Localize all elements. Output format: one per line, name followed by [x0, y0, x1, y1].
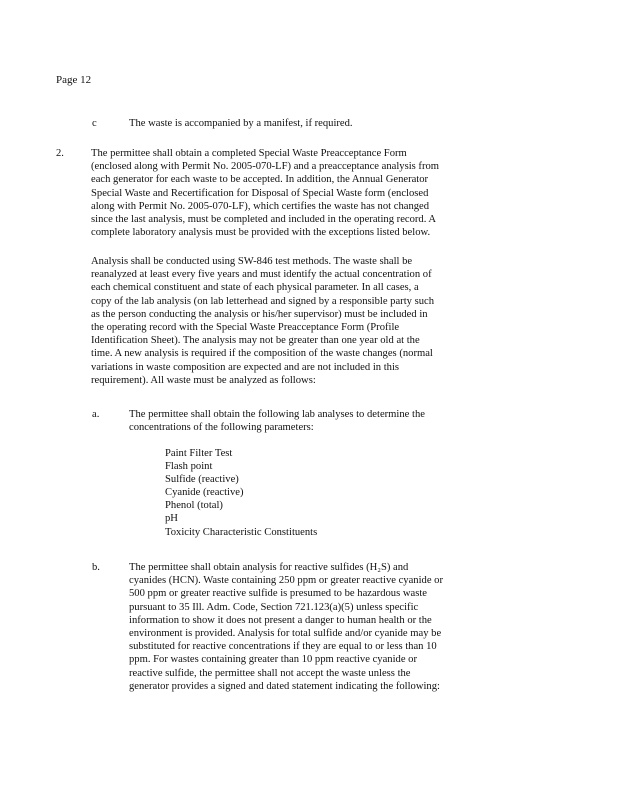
text-line: each chemical constituent and state of each physical parameter. In all cases, a — [91, 282, 419, 294]
item-b-text — [129, 561, 487, 693]
text-line: ppm. For wastes containing greater than 10 ppm reactive cyanide or — [129, 654, 417, 666]
text-line: requirement). All waste must be analyzed as follows: — [91, 374, 316, 386]
list-item: Flash point — [165, 461, 213, 473]
text-line: each generator for each waste to be accepted. In addition, the Annual Generator — [91, 174, 429, 186]
text-line: The permittee shall obtain a completed Special Waste Preacceptance Form — [91, 148, 407, 159]
text-line: variations in waste composition are expected and are not included in this — [91, 361, 400, 373]
text-line: reactive sulfide, the permittee shall not accept the waste unless the — [129, 667, 411, 679]
list-item: Sulfide (reactive) — [165, 474, 239, 486]
text-line: cyanides (HCN). Waste containing 250 ppm or greater reactive cyanide or — [129, 575, 443, 587]
text-line: information to show it does not present a danger to human health or the — [129, 614, 432, 626]
item-2-marker: 2. — [56, 148, 64, 159]
text-line: Identification Sheet). The analysis may not be greater than one year old at the — [91, 335, 420, 347]
text-line: copy of the lab analysis (on lab letterhead and signed by a responsible party such — [91, 295, 435, 307]
text-line: Special Waste and Recertification for Disposal of Special Waste form (enclosed — [91, 187, 429, 199]
text-line: pursuant to 35 Ill. Adm. Code, Section 721.123(a)(5) unless specific — [129, 601, 419, 613]
list-item: Paint Filter Test — [165, 448, 233, 459]
item-a-marker: a. — [92, 409, 100, 420]
text-line: reanalyzed at least every five years and must identify the actual concentration of — [91, 269, 432, 281]
text-line: as the person conducting the analysis or his/her supervisor) must be included in — [91, 308, 428, 320]
text-line: Analysis shall be conducted using SW-846 test methods. The waste shall be — [91, 256, 413, 267]
text-line: along with Permit No. 2005-070-LF), which certifies the waste has not changed — [91, 200, 430, 212]
text-line: complete laboratory analysis must be provided with the exceptions listed below. — [91, 227, 431, 239]
list-item: pH — [165, 513, 178, 525]
text-line: the operating record with the Special Waste Preacceptance Form (Profile — [91, 322, 400, 334]
text-line: The permittee shall obtain analysis for reactive sulfides (H₂S) and — [129, 562, 409, 573]
text-line: The permittee shall obtain the following lab analyses to determine the — [129, 409, 425, 420]
list-item: Phenol (total) — [165, 500, 223, 512]
list-item: Cyanide (reactive) — [165, 487, 244, 499]
parameter-list — [165, 447, 317, 539]
text-line: (enclosed along with Permit No. 2005-070-LF) and a preacceptance analysis from — [91, 161, 440, 173]
item-c-marker: c — [92, 118, 97, 129]
list-item: Toxicity Characteristic Constituents — [165, 526, 318, 538]
item-b-marker: b. — [92, 562, 100, 573]
text-line: substituted for reactive concentrations if they are equal to or less than 10 — [129, 641, 437, 653]
item-c-text: The waste is accompanied by a manifest, if required. — [129, 118, 353, 129]
text-line: generator provides a signed and dated statement indicating the following: — [129, 680, 440, 692]
page-number: Page 12 — [56, 74, 92, 86]
item-2-paragraph-2 — [91, 255, 487, 387]
text-line: environment is provided. Analysis for total sulfide and/or cyanide may be — [129, 628, 442, 640]
item-2-paragraph-1 — [91, 147, 487, 239]
text-line: 500 ppm or greater reactive sulfide is presumed to be hazardous waste — [129, 588, 427, 600]
text-line: time. A new analysis is required if the composition of the waste changes (normal — [91, 348, 433, 360]
text-line: concentrations of the following parameters: — [129, 422, 314, 434]
item-a-text — [129, 408, 489, 434]
text-line: since the last analysis, must be completed and included in the operating record. A — [91, 214, 437, 226]
